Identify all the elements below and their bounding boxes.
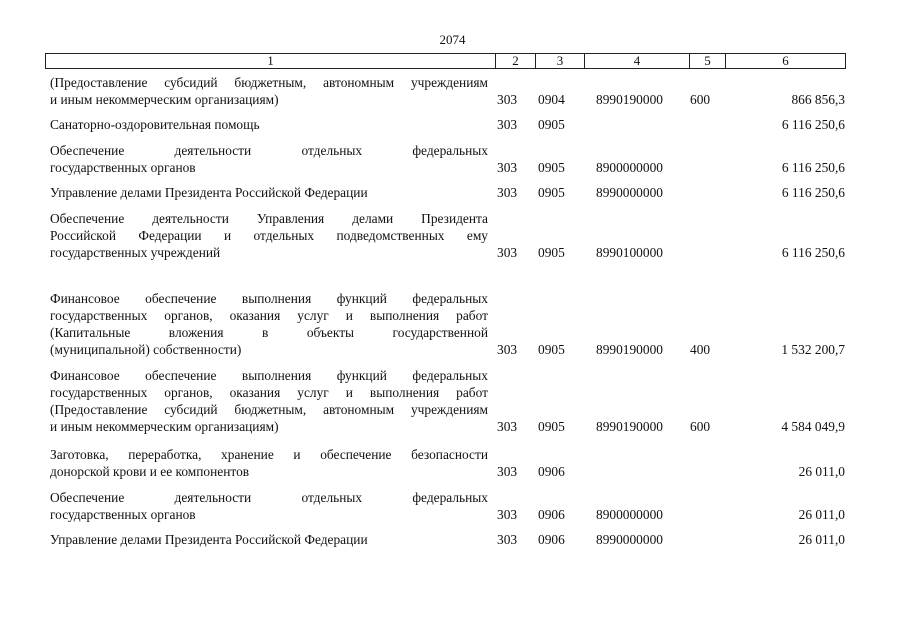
row-cell-c2: 303 [497, 185, 518, 200]
row-description [50, 367, 488, 435]
row-cell-c3: 0904 [538, 92, 565, 107]
row-description-line: Обеспечение деятельности отдельных федеральных [50, 143, 488, 158]
header-col-2: 2 [496, 54, 536, 68]
row-description [50, 184, 488, 201]
row-cell-c6: 1 532 200,7 [781, 342, 845, 357]
row-cell-c4: 8990000000 [596, 185, 663, 200]
row-cell-c4: 8990100000 [596, 245, 663, 260]
header-col-1: 1 [46, 54, 496, 68]
row-cell-c3: 0905 [538, 419, 565, 434]
row-cell-c6: 26 011,0 [798, 532, 845, 547]
row-description [50, 116, 488, 133]
header-col-5: 5 [690, 54, 726, 68]
row-cell-c4: 8990000000 [596, 532, 663, 547]
row-description-line: государственных органов [50, 160, 196, 175]
table-header [45, 53, 846, 69]
row-description-line: Финансовое обеспечение выполнения функций федеральных [50, 291, 488, 306]
row-description [50, 142, 488, 176]
header-col-6: 6 [782, 53, 789, 68]
row-description-line: Заготовка, переработка, хранение и обеспечение безопасности [50, 447, 488, 462]
row-cell-c3: 0905 [538, 160, 565, 175]
row-description-line: и иным некоммерческим организациям) [50, 419, 279, 434]
row-description [50, 74, 488, 108]
row-cell-c6: 6 116 250,6 [781, 117, 845, 132]
row-cell-c3: 0905 [538, 342, 565, 357]
row-description-line: и иным некоммерческим организациям) [50, 92, 279, 107]
row-description [50, 531, 488, 548]
row-cell-c2: 303 [497, 507, 518, 522]
row-description-line: Управление делами Президента Российской Федерации [50, 185, 368, 200]
row-cell-c3: 0905 [538, 245, 565, 260]
row-cell-c3: 0906 [538, 507, 565, 522]
header-col-3: 3 [536, 54, 585, 68]
page-number: 2074 [439, 32, 466, 47]
row-description-line: (Предоставление субсидий бюджетным, автономным учреждениям [50, 402, 488, 417]
row-cell-c5: 400 [690, 342, 711, 357]
row-cell-c3: 0906 [538, 532, 565, 547]
row-description-line: Финансовое обеспечение выполнения функций федеральных [50, 368, 488, 383]
row-cell-c4: 8990190000 [596, 92, 663, 107]
row-description [50, 446, 488, 480]
row-description-line: Управление делами Президента Российской Федерации [50, 532, 368, 547]
row-cell-c2: 303 [497, 532, 518, 547]
row-cell-c5: 600 [690, 419, 711, 434]
row-cell-c6: 6 116 250,6 [781, 245, 845, 260]
row-description-line: (Капитальные вложения в объекты государственной [50, 325, 488, 340]
row-cell-c3: 0905 [538, 185, 565, 200]
row-description-line: государственных органов [50, 507, 196, 522]
row-cell-c4: 8900000000 [596, 507, 663, 522]
row-cell-c6: 6 116 250,6 [781, 160, 845, 175]
row-description-line: (Предоставление субсидий бюджетным, автономным учреждениям [50, 75, 488, 90]
row-cell-c2: 303 [497, 92, 518, 107]
row-cell-c6: 4 584 049,9 [781, 419, 845, 434]
row-description-line: Санаторно-оздоровительная помощь [50, 117, 260, 132]
row-cell-c4: 8990190000 [596, 342, 663, 357]
row-cell-c4: 8990190000 [596, 419, 663, 434]
row-description-line: Обеспечение деятельности Управления делами Президента [50, 211, 488, 226]
row-cell-c2: 303 [497, 342, 518, 357]
row-cell-c6: 866 856,3 [791, 92, 845, 107]
header-col-4: 4 [585, 54, 690, 68]
row-description [50, 210, 488, 261]
row-description-line: (муниципальной) собственности) [50, 342, 242, 357]
row-description-line: Обеспечение деятельности отдельных федеральных [50, 490, 488, 505]
row-cell-c2: 303 [497, 245, 518, 260]
row-cell-c6: 26 011,0 [798, 507, 845, 522]
row-description-line: государственных органов, оказания услуг и выполнения работ [50, 308, 488, 323]
row-cell-c3: 0906 [538, 464, 565, 479]
row-description-line: донорской крови и ее компонентов [50, 464, 250, 479]
row-description-line: государственных учреждений [50, 245, 221, 260]
row-cell-c4: 8900000000 [596, 160, 663, 175]
row-cell-c6: 6 116 250,6 [781, 185, 845, 200]
row-description-line: государственных органов, оказания услуг и выполнения работ [50, 385, 488, 400]
row-description [50, 290, 488, 358]
row-cell-c2: 303 [497, 160, 518, 175]
row-cell-c2: 303 [497, 464, 518, 479]
row-cell-c5: 600 [690, 92, 711, 107]
row-cell-c6: 26 011,0 [798, 464, 845, 479]
row-cell-c2: 303 [497, 419, 518, 434]
row-cell-c3: 0905 [538, 117, 565, 132]
row-cell-c2: 303 [497, 117, 518, 132]
row-description-line: Российской Федерации и отдельных подведомственных ему [50, 228, 488, 243]
row-description [50, 489, 488, 523]
